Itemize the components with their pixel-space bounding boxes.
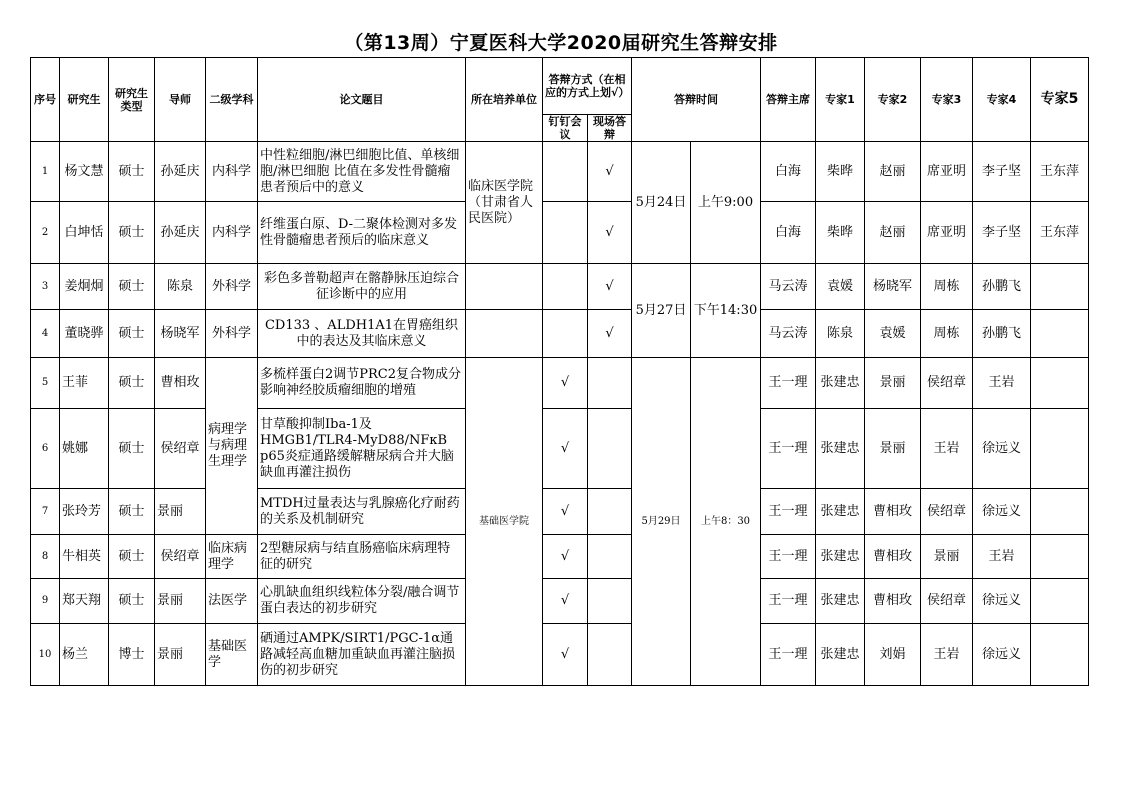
cell-dingding: √ bbox=[543, 409, 588, 489]
header-advisor: 导师 bbox=[155, 58, 206, 142]
cell-onsite: √ bbox=[588, 202, 632, 264]
cell-type: 硕士 bbox=[109, 142, 155, 202]
header-unit: 所在培养单位 bbox=[466, 58, 543, 142]
cell-time: 上午8：30 bbox=[691, 358, 761, 686]
table-row bbox=[31, 535, 1089, 579]
cell-expert5 bbox=[1031, 624, 1089, 686]
cell-chair: 王一理 bbox=[761, 579, 816, 624]
cell-expert4: 孙鹏飞 bbox=[973, 264, 1031, 310]
cell-discipline: 内科学 bbox=[206, 142, 258, 202]
cell-expert5 bbox=[1031, 409, 1089, 489]
header-type: 研究生类型 bbox=[109, 58, 155, 142]
cell-advisor: 曹相玫 bbox=[155, 358, 206, 409]
cell-expert1: 柴晔 bbox=[816, 202, 865, 264]
cell-no: 9 bbox=[31, 579, 60, 624]
cell-student: 王菲 bbox=[60, 358, 109, 409]
cell-discipline: 外科学 bbox=[206, 310, 258, 358]
cell-onsite bbox=[588, 579, 632, 624]
cell-student: 董晓骅 bbox=[60, 310, 109, 358]
cell-type: 硕士 bbox=[109, 264, 155, 310]
cell-student: 张玲芳 bbox=[60, 489, 109, 535]
cell-chair: 白海 bbox=[761, 142, 816, 202]
cell-dingding: √ bbox=[543, 579, 588, 624]
cell-expert2: 刘娟 bbox=[865, 624, 921, 686]
cell-expert2: 杨晓军 bbox=[865, 264, 921, 310]
cell-advisor: 孙延庆 bbox=[155, 202, 206, 264]
table-row bbox=[31, 142, 1089, 202]
cell-onsite: √ bbox=[588, 142, 632, 202]
cell-expert3: 周栋 bbox=[921, 310, 973, 358]
cell-expert1: 张建忠 bbox=[816, 489, 865, 535]
table-row bbox=[31, 310, 1089, 358]
header-expert4: 专家4 bbox=[973, 58, 1031, 142]
cell-no: 2 bbox=[31, 202, 60, 264]
cell-expert1: 张建忠 bbox=[816, 409, 865, 489]
header-expert1: 专家1 bbox=[816, 58, 865, 142]
cell-expert1: 袁媛 bbox=[816, 264, 865, 310]
cell-expert5: 王东萍 bbox=[1031, 202, 1089, 264]
cell-expert1: 张建忠 bbox=[816, 624, 865, 686]
cell-expert5 bbox=[1031, 310, 1089, 358]
cell-unit-clinical-cont bbox=[466, 264, 543, 310]
cell-type: 博士 bbox=[109, 624, 155, 686]
cell-chair: 白海 bbox=[761, 202, 816, 264]
cell-student: 姚娜 bbox=[60, 409, 109, 489]
cell-no: 5 bbox=[31, 358, 60, 409]
cell-expert3: 席亚明 bbox=[921, 202, 973, 264]
cell-no: 3 bbox=[31, 264, 60, 310]
cell-no: 7 bbox=[31, 489, 60, 535]
cell-no: 1 bbox=[31, 142, 60, 202]
cell-expert4: 徐远义 bbox=[973, 409, 1031, 489]
cell-discipline: 基础医学 bbox=[206, 624, 258, 686]
cell-expert3: 席亚明 bbox=[921, 142, 973, 202]
cell-date: 5月29日 bbox=[632, 358, 691, 686]
cell-chair: 王一理 bbox=[761, 624, 816, 686]
cell-type: 硕士 bbox=[109, 202, 155, 264]
cell-thesis: 甘草酸抑制Iba-1及HMGB1/TLR4-MyD88/NFκB p65炎症通路缓解糖尿病合并大脑缺血再灌注损伤 bbox=[258, 409, 466, 489]
cell-student: 牛相英 bbox=[60, 535, 109, 579]
cell-expert2: 曹相玫 bbox=[865, 535, 921, 579]
cell-onsite: √ bbox=[588, 264, 632, 310]
cell-thesis: MTDH过量表达与乳腺癌化疗耐药的关系及机制研究 bbox=[258, 489, 466, 535]
cell-expert1: 张建忠 bbox=[816, 535, 865, 579]
cell-thesis: CD133 、ALDH1A1在胃癌组织中的表达及其临床意义 bbox=[258, 310, 466, 358]
cell-expert2: 袁媛 bbox=[865, 310, 921, 358]
cell-chair: 王一理 bbox=[761, 489, 816, 535]
cell-expert3: 王岩 bbox=[921, 409, 973, 489]
cell-discipline: 外科学 bbox=[206, 264, 258, 310]
page-title: （第13周）宁夏医科大学2020届研究生答辩安排 bbox=[344, 32, 778, 54]
defense-schedule-table bbox=[30, 57, 1089, 686]
cell-expert1: 柴晔 bbox=[816, 142, 865, 202]
cell-discipline: 临床病理学 bbox=[206, 535, 258, 579]
cell-expert2: 景丽 bbox=[865, 358, 921, 409]
cell-expert1: 张建忠 bbox=[816, 358, 865, 409]
cell-expert3: 王岩 bbox=[921, 624, 973, 686]
cell-type: 硕士 bbox=[109, 409, 155, 489]
cell-no: 8 bbox=[31, 535, 60, 579]
table-row bbox=[31, 409, 1089, 489]
table-row bbox=[31, 624, 1089, 686]
cell-student: 郑天翔 bbox=[60, 579, 109, 624]
cell-chair: 王一理 bbox=[761, 409, 816, 489]
cell-student: 姜炯炯 bbox=[60, 264, 109, 310]
cell-advisor: 陈泉 bbox=[155, 264, 206, 310]
cell-discipline-pathology: 病理学与病理生理学 bbox=[206, 358, 258, 535]
cell-expert2: 赵丽 bbox=[865, 202, 921, 264]
cell-expert5: 王东萍 bbox=[1031, 142, 1089, 202]
cell-discipline: 内科学 bbox=[206, 202, 258, 264]
cell-dingding bbox=[543, 142, 588, 202]
cell-onsite bbox=[588, 624, 632, 686]
cell-expert5 bbox=[1031, 535, 1089, 579]
cell-chair: 王一理 bbox=[761, 358, 816, 409]
cell-thesis: 彩色多普勒超声在髂静脉压迫综合征诊断中的应用 bbox=[258, 264, 466, 310]
cell-expert5 bbox=[1031, 489, 1089, 535]
cell-advisor: 景丽 bbox=[155, 489, 206, 535]
cell-advisor: 景丽 bbox=[155, 579, 206, 624]
cell-thesis: 中性粒细胞/淋巴细胞比值、单核细胞/淋巴细胞 比值在多发性骨髓瘤患者预后中的意义 bbox=[258, 142, 466, 202]
cell-date: 5月27日 bbox=[632, 264, 691, 358]
cell-advisor: 侯绍章 bbox=[155, 535, 206, 579]
cell-expert1: 张建忠 bbox=[816, 579, 865, 624]
cell-type: 硕士 bbox=[109, 358, 155, 409]
table-row bbox=[31, 358, 1089, 409]
cell-expert4: 李子坚 bbox=[973, 142, 1031, 202]
cell-thesis: 心肌缺血组织线粒体分裂/融合调节蛋白表达的初步研究 bbox=[258, 579, 466, 624]
cell-expert4: 王岩 bbox=[973, 358, 1031, 409]
cell-type: 硕士 bbox=[109, 489, 155, 535]
cell-onsite bbox=[588, 489, 632, 535]
cell-expert3: 侯绍章 bbox=[921, 489, 973, 535]
cell-thesis: 多梳样蛋白2调节PRC2复合物成分影响神经胶质瘤细胞的增殖 bbox=[258, 358, 466, 409]
cell-expert4: 李子坚 bbox=[973, 202, 1031, 264]
header-expert2: 专家2 bbox=[865, 58, 921, 142]
cell-no: 6 bbox=[31, 409, 60, 489]
cell-expert5 bbox=[1031, 358, 1089, 409]
cell-unit-basic: 基础医学院 bbox=[466, 358, 543, 686]
cell-discipline: 法医学 bbox=[206, 579, 258, 624]
cell-unit-clinical-cont bbox=[466, 310, 543, 358]
cell-onsite bbox=[588, 535, 632, 579]
header-expert3: 专家3 bbox=[921, 58, 973, 142]
cell-expert3: 周栋 bbox=[921, 264, 973, 310]
cell-expert2: 景丽 bbox=[865, 409, 921, 489]
cell-dingding: √ bbox=[543, 489, 588, 535]
cell-chair: 马云涛 bbox=[761, 264, 816, 310]
table-row bbox=[31, 202, 1089, 264]
cell-expert4: 王岩 bbox=[973, 535, 1031, 579]
cell-expert2: 赵丽 bbox=[865, 142, 921, 202]
cell-type: 硕士 bbox=[109, 310, 155, 358]
header-student: 研究生 bbox=[60, 58, 109, 142]
cell-expert3: 侯绍章 bbox=[921, 579, 973, 624]
header-seq: 序号 bbox=[31, 58, 60, 142]
header-thesis: 论文题目 bbox=[258, 58, 466, 142]
cell-expert3: 侯绍章 bbox=[921, 358, 973, 409]
cell-expert1: 陈泉 bbox=[816, 310, 865, 358]
header-time: 答辩时间 bbox=[632, 58, 761, 142]
cell-onsite bbox=[588, 409, 632, 489]
cell-no: 4 bbox=[31, 310, 60, 358]
cell-expert3: 景丽 bbox=[921, 535, 973, 579]
cell-expert4: 徐远义 bbox=[973, 579, 1031, 624]
table-row bbox=[31, 489, 1089, 535]
cell-onsite: √ bbox=[588, 310, 632, 358]
cell-onsite bbox=[588, 358, 632, 409]
cell-no: 10 bbox=[31, 624, 60, 686]
table-row bbox=[31, 579, 1089, 624]
cell-unit-clinical: 临床医学院（甘肃省人民医院） bbox=[466, 142, 543, 264]
header-onsite: 现场答辩 bbox=[588, 115, 632, 142]
cell-dingding bbox=[543, 310, 588, 358]
cell-expert4: 孙鹏飞 bbox=[973, 310, 1031, 358]
cell-expert4: 徐远义 bbox=[973, 624, 1031, 686]
cell-dingding bbox=[543, 264, 588, 310]
cell-type: 硕士 bbox=[109, 535, 155, 579]
cell-chair: 王一理 bbox=[761, 535, 816, 579]
cell-date: 5月24日 bbox=[632, 142, 691, 264]
cell-expert5 bbox=[1031, 264, 1089, 310]
cell-student: 杨文慧 bbox=[60, 142, 109, 202]
cell-expert4: 徐远义 bbox=[973, 489, 1031, 535]
header-expert5: 专家5 bbox=[1031, 58, 1089, 142]
table-row bbox=[31, 264, 1089, 310]
cell-time: 上午9:00 bbox=[691, 142, 761, 264]
cell-expert2: 曹相玫 bbox=[865, 489, 921, 535]
cell-advisor: 杨晓军 bbox=[155, 310, 206, 358]
cell-advisor: 孙延庆 bbox=[155, 142, 206, 202]
cell-thesis: 硒通过AMPK/SIRT1/PGC-1α通路减轻高血糖加重缺血再灌注脑损伤的初步研究 bbox=[258, 624, 466, 686]
cell-expert5 bbox=[1031, 579, 1089, 624]
cell-thesis: 2型糖尿病与结直肠癌临床病理特征的研究 bbox=[258, 535, 466, 579]
cell-dingding: √ bbox=[543, 358, 588, 409]
header-row bbox=[31, 58, 1089, 115]
cell-dingding: √ bbox=[543, 535, 588, 579]
header-method: 答辩方式（在相应的方式上划√） bbox=[543, 58, 632, 115]
cell-student: 白坤恬 bbox=[60, 202, 109, 264]
cell-expert2: 曹相玫 bbox=[865, 579, 921, 624]
header-dingding: 钉钉会议 bbox=[543, 115, 588, 142]
cell-time: 下午14:30 bbox=[691, 264, 761, 358]
cell-advisor: 景丽 bbox=[155, 624, 206, 686]
cell-dingding bbox=[543, 202, 588, 264]
cell-thesis: 纤维蛋白原、D-二聚体检测对多发性骨髓瘤患者预后的临床意义 bbox=[258, 202, 466, 264]
cell-dingding: √ bbox=[543, 624, 588, 686]
cell-chair: 马云涛 bbox=[761, 310, 816, 358]
cell-type: 硕士 bbox=[109, 579, 155, 624]
cell-student: 杨兰 bbox=[60, 624, 109, 686]
header-discipline: 二级学科 bbox=[206, 58, 258, 142]
cell-advisor: 侯绍章 bbox=[155, 409, 206, 489]
header-chair: 答辩主席 bbox=[761, 58, 816, 142]
